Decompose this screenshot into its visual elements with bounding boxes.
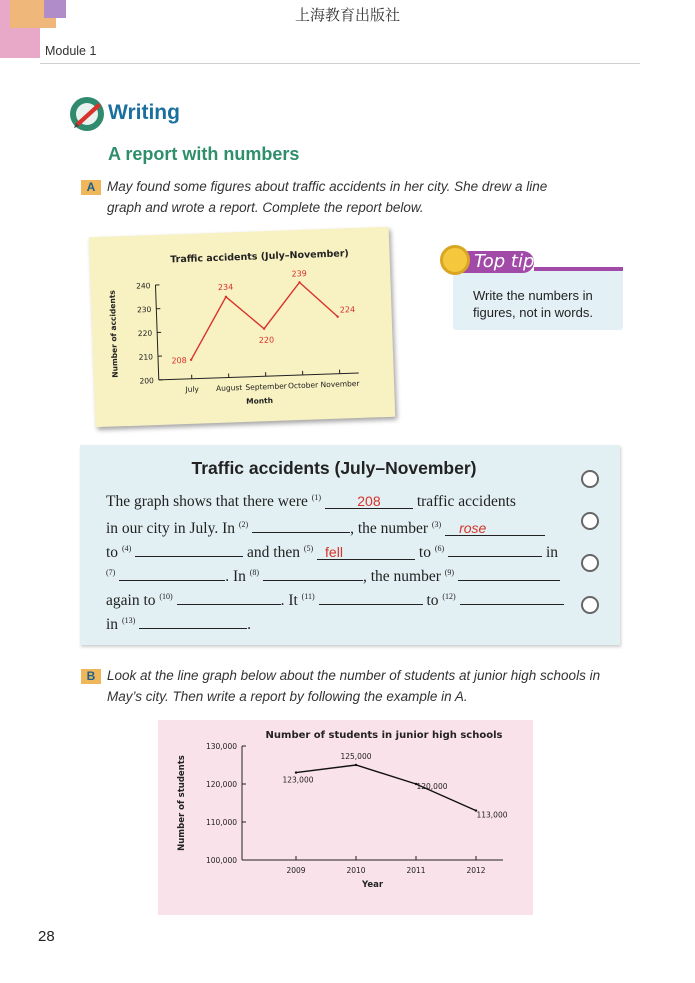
report-line-5 (106, 589, 564, 610)
blank-number: (7) (106, 567, 116, 577)
blank-number: (11) (301, 591, 315, 601)
data-label: 113,000 (476, 810, 508, 820)
traffic-accidents-chart (89, 227, 395, 427)
report-text: in (545, 544, 558, 561)
students-chart-svg (158, 720, 533, 915)
data-point (355, 764, 357, 766)
answer-5: fell (325, 544, 343, 560)
data-series-line (189, 281, 339, 360)
x-tick-label: July (185, 384, 200, 395)
section-title: Writing (108, 101, 180, 124)
data-label: 120,000 (416, 782, 448, 791)
blank-12[interactable] (460, 589, 564, 605)
top-tip-title: Top tip (474, 251, 535, 272)
answer-3: rose (459, 520, 487, 536)
publisher-name: 上海教育出版社 (294, 6, 400, 24)
blank-4[interactable] (135, 541, 243, 557)
header-divider (40, 63, 640, 64)
data-label: 208 (171, 355, 187, 366)
y-tick-label: 240 (136, 281, 151, 291)
blank-2[interactable] (252, 517, 350, 533)
blank-number: (13) (121, 615, 136, 625)
y-tick-label: 120,000 (205, 780, 237, 789)
binder-ring-icon (581, 470, 599, 488)
report-text: to (426, 592, 439, 609)
report-line-3 (106, 541, 558, 562)
blank-10[interactable] (177, 589, 281, 605)
report-text: to (418, 544, 431, 561)
students-chart (158, 720, 533, 915)
y-tick-label: 100,000 (205, 856, 237, 865)
binder-ring-icon (581, 596, 599, 614)
data-series-line (296, 765, 476, 811)
blank-11[interactable] (319, 589, 423, 605)
page-number: 28 (38, 928, 55, 945)
y-tick-label: 220 (137, 328, 153, 339)
blank-number: (1) (311, 493, 322, 502)
answer-1: 208 (357, 493, 381, 510)
x-tick-label: 2012 (466, 866, 486, 875)
blank-5[interactable] (317, 544, 415, 560)
top-tip-text-line2: figures, not in words. (473, 305, 593, 320)
report-text: . (247, 616, 252, 633)
report-text: . In (225, 568, 246, 585)
report-line-6 (106, 613, 251, 634)
data-point (295, 771, 297, 773)
part-b-instruction-line1: Look at the line graph below about the number of students at junior high schools in (107, 668, 601, 683)
blank-6[interactable] (448, 541, 542, 557)
x-tick-label: November (320, 378, 360, 390)
report-text: traffic accidents (416, 493, 516, 511)
data-label: 234 (217, 282, 234, 293)
blank-9[interactable] (458, 565, 560, 581)
blank-number: (2) (238, 519, 249, 529)
report-title: Traffic accidents (July–November) (191, 458, 477, 478)
y-tick-label: 230 (136, 304, 152, 315)
x-tick-label: 2009 (286, 866, 306, 875)
top-tip-text (473, 287, 623, 321)
report-text: in (106, 616, 119, 633)
blank-number: (10) (159, 591, 173, 601)
report-line-2 (106, 517, 545, 538)
x-tick-label: October (287, 380, 319, 391)
chart-title: Number of students in junior high schools (265, 730, 503, 741)
x-axis (159, 373, 359, 380)
binder-ring-icon (581, 554, 599, 572)
writing-pen-icon (68, 95, 106, 133)
report-text: and then (247, 544, 300, 561)
blank-13[interactable] (139, 613, 247, 629)
blank-7[interactable] (119, 565, 225, 581)
top-tip-rule (534, 267, 623, 271)
data-label: 125,000 (340, 752, 372, 761)
traffic-accidents-chart-svg (89, 227, 395, 427)
part-b-instruction-line2: May’s city. Then write a report by following the example in A. (107, 689, 468, 704)
report-text: , the number (350, 520, 429, 537)
y-tick-label: 210 (138, 352, 154, 362)
blank-number: (9) (444, 567, 455, 577)
data-label: 220 (258, 335, 275, 345)
x-tick-label: September (245, 381, 287, 392)
report-text: The graph shows that there were (106, 493, 308, 511)
x-axis-label: Month (245, 395, 274, 406)
binder-ring-icon (581, 512, 599, 530)
y-axis-label: Number of accidents (107, 290, 120, 378)
blank-number: (8) (249, 567, 260, 577)
blank-number: (12) (442, 591, 456, 601)
data-label: 224 (339, 305, 356, 315)
report-line-4 (106, 565, 560, 586)
y-tick-label: 130,000 (205, 742, 237, 751)
report-text: in our city in July. In (106, 520, 236, 537)
x-tick-label: 2010 (346, 866, 366, 875)
module-label: Module 1 (45, 44, 97, 58)
blank-number: (4) (121, 543, 132, 553)
part-a-instruction-line2: graph and wrote a report. Complete the report below. (107, 200, 424, 215)
chart-title: Traffic accidents (July–November) (170, 248, 350, 266)
part-b-label: B (81, 669, 101, 684)
data-label: 123,000 (282, 775, 314, 785)
section-subtitle: A report with numbers (108, 144, 300, 164)
y-axis-label: Number of students (177, 755, 187, 851)
blank-8[interactable] (263, 565, 363, 581)
blank-3[interactable] (445, 520, 545, 536)
part-a-instruction-line1: May found some figures about traffic accidents in her city. She drew a line (107, 179, 548, 194)
x-tick-label: August (215, 383, 243, 393)
part-a-label: A (81, 180, 101, 195)
x-axis-label: Year (361, 880, 384, 890)
blank-number: (6) (434, 543, 445, 553)
report-line-1 (106, 493, 516, 511)
blank-number: (3) (431, 519, 442, 529)
report-text: . It (280, 592, 298, 609)
blank-1[interactable] (325, 493, 413, 509)
y-tick-label: 110,000 (205, 818, 237, 827)
top-tip-text-line1: Write the numbers in (473, 288, 593, 303)
report-text: again to (106, 592, 156, 609)
x-tick-label: 2011 (406, 866, 426, 875)
lightbulb-icon (440, 245, 470, 275)
report-text: to (106, 544, 119, 561)
data-label: 239 (291, 269, 307, 279)
y-tick-label: 200 (139, 376, 154, 386)
blank-number: (5) (303, 543, 314, 553)
report-text: , the number (362, 568, 441, 585)
